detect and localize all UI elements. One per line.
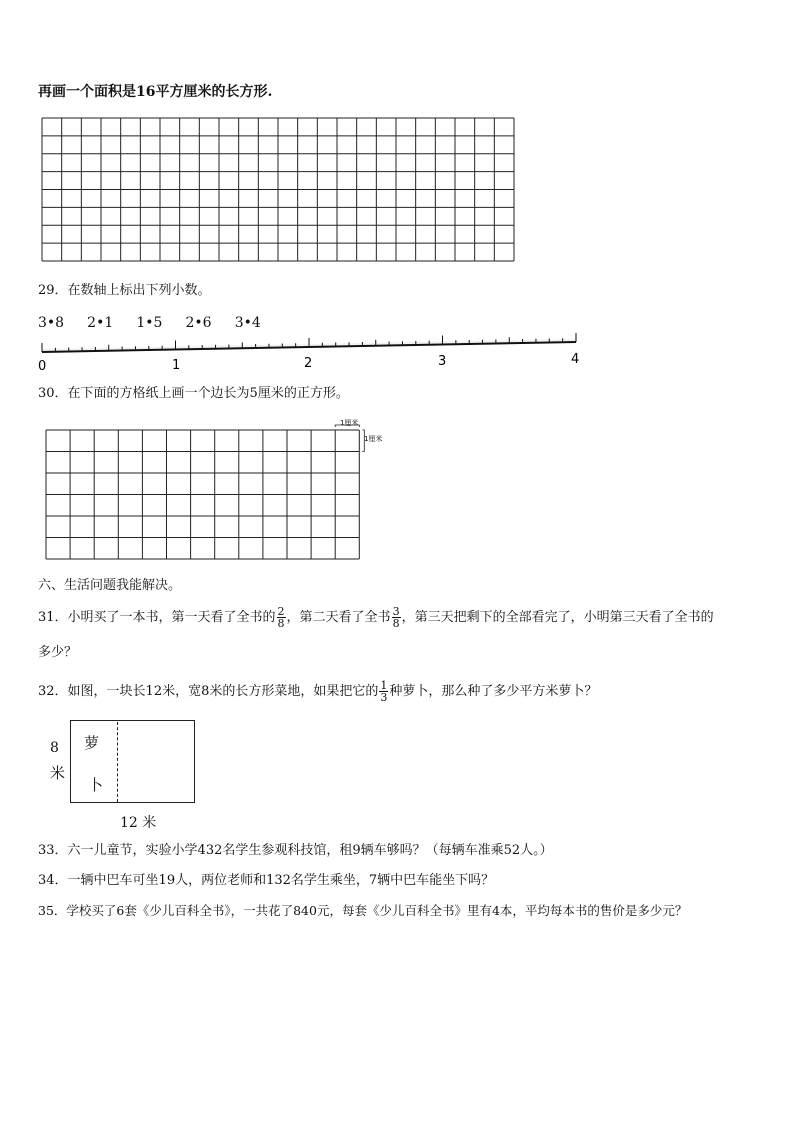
- unit-label-horizontal: 1厘米: [340, 419, 359, 427]
- numerator: 3: [392, 605, 400, 618]
- width-label-number: 8: [50, 740, 59, 756]
- width-label-unit: 米: [50, 764, 66, 782]
- axis-label-4: 4: [571, 352, 580, 367]
- divider-dashed-line: [117, 722, 118, 802]
- decimal-item: 1•5: [136, 315, 163, 331]
- q31-text-1: 31．小明买了一本书，第一天看了全书的: [38, 610, 276, 625]
- decimal-list: [38, 312, 279, 331]
- denominator: 8: [392, 617, 400, 630]
- question-29-text: 29．在数轴上标出下列小数。: [38, 283, 211, 298]
- q31-text-2: ，第二天看了全书: [286, 610, 391, 625]
- q32-text-1: 32．如图，一块长12米，宽8米的长方形菜地，如果把它的: [38, 684, 379, 699]
- length-label: 12 米: [120, 815, 157, 831]
- fraction-3-8: [392, 606, 401, 629]
- axis-label-3: 3: [438, 354, 447, 369]
- decimal-item: 3•8: [38, 315, 65, 331]
- fraction-1-3: [379, 680, 388, 703]
- question-32-text: [38, 680, 597, 703]
- numerator: 2: [277, 605, 285, 618]
- axis-label-0: 0: [38, 359, 47, 374]
- decimal-item: 2•1: [87, 315, 114, 331]
- axis-label-2: 2: [304, 356, 313, 371]
- section-6-heading: 六、生活问题我能解决。: [38, 578, 182, 593]
- crop-label-2: 卜: [88, 776, 104, 794]
- number-line-axis: [42, 333, 576, 353]
- fraction-2-8: [277, 606, 286, 629]
- unit-label-vertical: 1厘米: [364, 435, 383, 443]
- intro-text: 再画一个面积是16平方厘米的长方形.: [38, 84, 273, 100]
- question-35-text: 35．学校买了6套《少儿百科全书》，一共花了840元，每套《少儿百科全书》里有4本，平均每本书的售价是多少元？: [38, 903, 688, 918]
- denominator: 8: [277, 617, 285, 630]
- numerator: 1: [380, 679, 388, 692]
- number-line[interactable]: [38, 338, 583, 374]
- denominator: 3: [380, 691, 388, 704]
- crop-label-1: 萝: [84, 734, 100, 752]
- question-31-line-2: 多少？: [38, 645, 78, 660]
- q31-text-3: ，第三天把剩下的全部看完了，小明第三天看了全书的: [401, 610, 714, 625]
- question-31-line-1: [38, 606, 714, 629]
- question-34-text: 34．一辆中巴车可坐19人，两位老师和132名学生乘坐，7辆中巴车能坐下吗？: [38, 873, 495, 888]
- question-30-text: 30．在下面的方格纸上画一个边长为5厘米的正方形。: [38, 386, 349, 401]
- q32-text-2: 种萝卜，那么种了多少平方米萝卜？: [389, 684, 598, 699]
- decimal-item: 3•4: [234, 315, 261, 331]
- question-33-text: 33．六一儿童节，实验小学432名学生参观科技馆，租9辆车够吗？（每辆车准乘52人。）: [38, 843, 553, 858]
- drawing-grid-1[interactable]: [41, 117, 515, 262]
- axis-label-1: 1: [172, 358, 181, 373]
- decimal-item: 2•6: [185, 315, 212, 331]
- drawing-grid-2[interactable]: [45, 416, 390, 564]
- garden-figure: [48, 720, 208, 835]
